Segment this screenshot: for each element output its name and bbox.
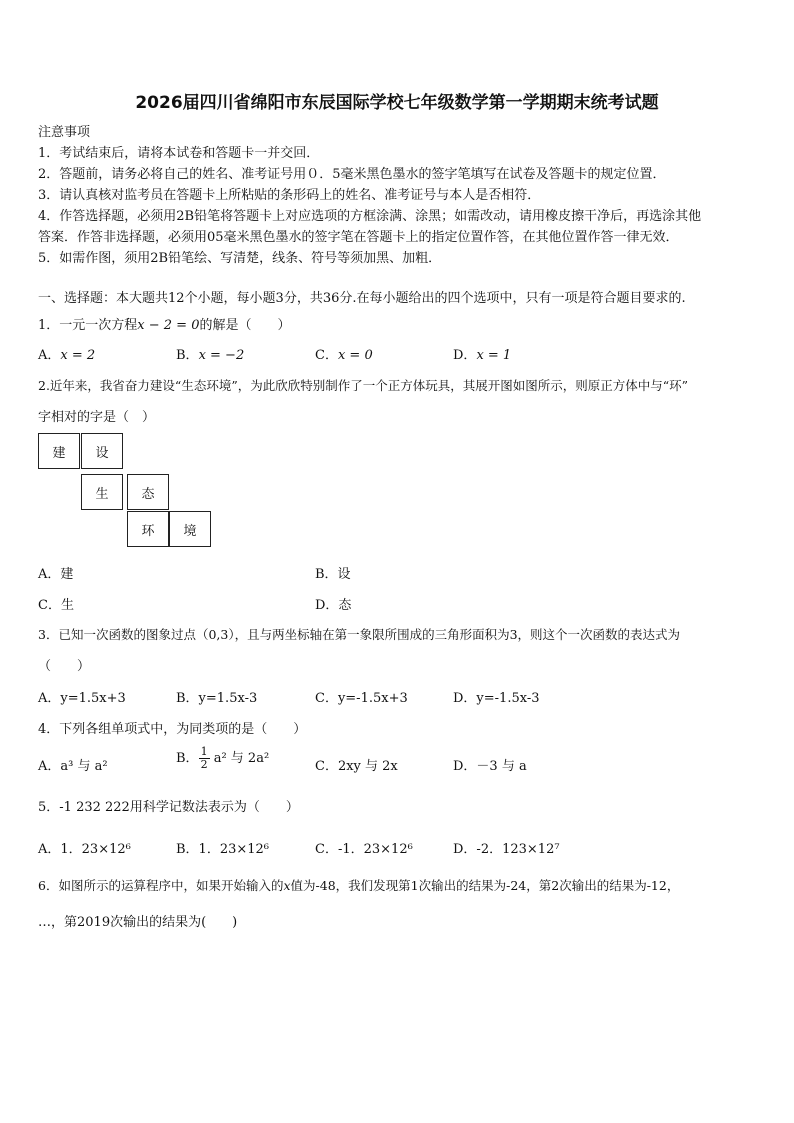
page-title: 2026届四川省绵阳市东辰国际学校七年级数学第一学期期末统考试题 <box>135 93 659 113</box>
notice-item: 4．作答选择题，必须用2B铅笔将答题卡上对应选项的方框涂满、涂黑；如需改动，请用橡皮擦干净后，再选涂其他 <box>38 209 702 224</box>
question-3-stem: 3．已知一次函数的图象过点（0,3），且与两坐标轴在第一象限所围成的三角形面积为3，则这个一次函数的表达式为 <box>38 627 681 642</box>
q2-option-c[interactable]: C．生 <box>38 598 74 613</box>
q5-option-d[interactable]: D．-2．123×12⁷ <box>453 842 560 857</box>
notice-item: 1．考试结束后，请将本试卷和答题卡一并交回． <box>38 146 320 161</box>
q1-stem-a: 1．一元一次方程 <box>38 318 138 333</box>
question-6-stem: 6．如图所示的运算程序中，如果开始输入的x值为-48，我们发现第1次输出的结果为-24，第2次输出的结果为-12， <box>38 878 680 893</box>
fraction-one-half: $\frac{1}{2}$ <box>200 745 208 771</box>
net-cell: 建 <box>38 433 80 469</box>
question-2-stem-cont: 字相对的字是（ ） <box>38 410 156 425</box>
q1-option-a[interactable]: A．x = 2 <box>38 348 96 363</box>
q4-option-c[interactable]: C．2xy 与 2x <box>315 759 398 774</box>
q1-option-b[interactable]: B．x = −2 <box>176 348 245 363</box>
net-cell: 境 <box>169 511 211 547</box>
notice-item: 2．答题前，请务必将自己的姓名、准考证号用０．5毫米黑色墨水的签字笔填写在试卷及答题卡的规定位置． <box>38 167 666 182</box>
q5-option-c[interactable]: C．-1．23×12⁶ <box>315 842 413 857</box>
question-6-stem-cont: …，第2019次输出的结果为( ) <box>38 915 238 930</box>
q1-equation: x − 2 = 0 <box>137 318 200 333</box>
net-cell: 生 <box>81 474 123 510</box>
q3-option-a[interactable]: A．y=1.5x+3 <box>38 691 126 706</box>
q5-option-b[interactable]: B．1．23×12⁶ <box>176 842 270 857</box>
q3-option-b[interactable]: B．y=1.5x-3 <box>176 691 258 706</box>
q3-option-d[interactable]: D．y=-1.5x-3 <box>453 691 540 706</box>
net-cell: 设 <box>81 433 123 469</box>
question-3-stem-cont: （ ） <box>38 659 91 674</box>
net-cell: 态 <box>127 474 169 510</box>
question-2-stem: 2.近年来，我省奋力建设“生态环境”，为此欣欣特别制作了一个正方体玩具，其展开图如图所示，则原正方体中与“环” <box>38 378 688 393</box>
q2-option-a[interactable]: A．建 <box>38 567 74 582</box>
section-heading: 一、选择题：本大题共12个小题，每小题3分，共36分.在每小题给出的四个选项中，只有一项是符合题目要求的. <box>38 291 686 306</box>
q2-option-d[interactable]: D．态 <box>315 598 352 613</box>
q5-option-a[interactable]: A．1．23×12⁶ <box>38 842 131 857</box>
q4-option-d[interactable]: D．－3 与 a <box>453 759 527 774</box>
q2-option-b[interactable]: B．设 <box>315 567 351 582</box>
notice-item: 3．请认真核对监考员在答题卡上所粘贴的条形码上的姓名、准考证号与本人是否相符． <box>38 188 541 203</box>
q1-option-c[interactable]: C．x = 0 <box>315 348 373 363</box>
question-5-stem: 5．-1 232 222用科学记数法表示为（ ） <box>38 800 299 815</box>
q1-stem-b: 的解是（ ） <box>199 318 291 333</box>
notice-item: 5．如需作图，须用2B铅笔绘、写清楚，线条、符号等须加黑、加粗． <box>38 251 442 266</box>
question-1-stem <box>38 314 291 333</box>
q1-option-d[interactable]: D．x = 1 <box>453 348 512 363</box>
question-4-stem: 4．下列各组单项式中，为同类项的是（ ） <box>38 722 307 737</box>
notice-item: 答案．作答非选择题，必须用05毫米黑色墨水的签字笔在答题卡上的指定位置作答，在其他位置作答一律无效． <box>38 230 679 245</box>
q4-option-b[interactable]: B． $\frac{1}{2}$ a² 与 2a² <box>176 745 270 771</box>
q3-option-c[interactable]: C．y=-1.5x+3 <box>315 691 408 706</box>
notice-heading: 注意事项 <box>38 125 91 140</box>
net-cell: 环 <box>127 511 169 547</box>
q4-option-a[interactable]: A．a³ 与 a² <box>38 759 108 774</box>
